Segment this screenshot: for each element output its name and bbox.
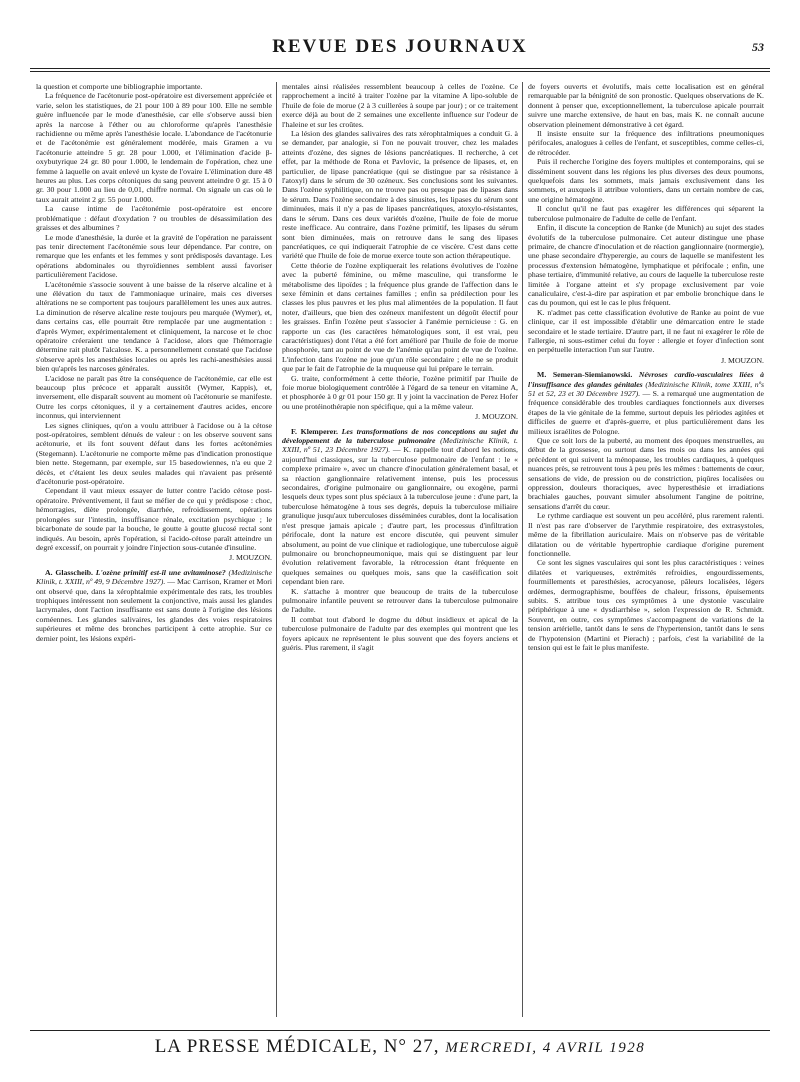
text-column-1 bbox=[36, 82, 272, 1017]
article-source: (Medizinische Klinik, t. XXIII, nº 49, 9 Décembre 1927). bbox=[36, 567, 272, 587]
author-signature: J. MOUZON. bbox=[721, 355, 764, 365]
paragraph: de foyers ouverts et évolutifs, mais cette localisation est en général remarquable par la bénignité de son pronostic. Quelques observations de K. donnent à penser que, exceptionnellement, la tuberculose apicale pourrait suivre une marche extensive, de haut en bas, mais K. ne connaît aucune observation pleinement démonstrative à cet égard. bbox=[528, 82, 764, 129]
article-body: — S. a remarqué une augmentation de fréquence considérable des troubles cardiaques fonctionnels aux diverses étapes de la vie génitale de la femme, surtout depuis les périodes agitées et difficiles de guerre et d'après-guerre, et plus particulièrement dans les milieux israélites de Pologne. bbox=[528, 389, 764, 436]
paragraph: la question et comporte une bibliographie importante. bbox=[36, 82, 203, 91]
journal-section-title: REVUE DES JOURNAUX bbox=[272, 36, 528, 57]
paragraph: Le rythme cardiaque est souvent un peu accéléré, plus rarement ralenti. Il n'est pas rare d'observer de l'arythmie respiratoire, des extrasystoles, même de la fibrillation auriculaire. Mais on n'observe pas de véritable dilatation ou de véritable hypertrophie cardiaque d'origine purement fonctionnelle. bbox=[528, 511, 764, 558]
page-number: 53 bbox=[752, 40, 764, 54]
article-source: (Medizinische Klinik, t. XXIII, nº 51, 23 Décembre 1927). bbox=[282, 436, 518, 455]
paragraph: Cependant il vaut mieux essayer de lutter contre l'acido cétose post-opératoire. Préventivement, il faut se méfier de ce qui y prédispose : choc, hémorragies, diète prolongée, diarrhée, refroidissement, opérations prolongées sur l'intestin, insuffisance rénale, excitation psychique ; le bicarbonate de soude par la bouche, le goutte à goutte glucosé rectal sont indiqués. Au besoin, après l'opération, si l'acido-cétose paraît atteindre un degré excessif, on pourrait y joindre l'injection sous-cutanée d'insuline. bbox=[36, 486, 272, 552]
paragraph: Cette théorie de l'ozène expliquerait les relations évolutives de l'ozène avec la puberté féminine, ou même masculine, qui transforme le métabolisme des lipoïdes ; la fréquence plus grande de l'affection dans le sexe féminin et dans certaines familles ; enfin sa prédilection pour les classes les plus pauvres et les plus mal alimentées de la population. Il faut noter, d'ailleurs, que bien des ozéneux manifestent un dégoût électif pour les graisses. Enfin l'ozène peut s'associer à l'anémie pernicieuse : G. en rapporte un cas (les caractères hématologiques sont, il est vrai, peu caractéristiques) dont l'état a été fort amélioré par l'huile de foie de morue phosphorée, tant au point de vue de l'anémie qu'au point de vue de l'ozène. L'infection dans l'ozène ne joue qu'un rôle secondaire ; elle ne se produit que par le fait de l'atrophie de la muqueuse qui lui prépare le terrain. bbox=[282, 260, 518, 374]
article-title: Les transformations de nos conceptions au sujet du développement de la tuberculose pulmonaire bbox=[282, 426, 518, 446]
text-column-2 bbox=[282, 82, 518, 1017]
author-signature: J. MOUZON. bbox=[475, 412, 518, 422]
paragraph: La fréquence de l'acétonurie post-opératoire est diversement appréciée et varie, selon les statistiques, de 21 pour 100 à 89 pour 100. Elle ne semble guère influencée par le mode d'anesthésie, car elle s'observe aussi bien après la narcose à l'éther ou au chloroforme qu'après l'anesthésie rachidienne ou même après l'anesthésie locale. L'abondance de l'acétonurie et de l'acétonémie est généralement modérée, mais Gramen a vu l'acétonurie atteindre 5 gr. 28 pour 1.000, et l'élimination d'acide β-oxybutyrique 24 gr. 80 pour 1.000, le lendemain de l'opération, chez une femme à laquelle on avait enlevé un kyste de l'ovaire L'élimination dure 48 heures au plus. Les corps cétoniques du sang peuvent atteindre 0 gr. 15 à 0 gr. 30 pour 1.000 au lieu de 0,01, chiffre normal. On signale un cas où le taux aurait atteint 2 gr. 55 pour 1.000. bbox=[36, 91, 272, 204]
paragraph: K. s'attache à montrer que beaucoup de traits de la tuberculose pulmonaire infantile peuvent se retrouver dans la tuberculose pulmonaire de l'adulte. bbox=[282, 586, 518, 615]
header-rule-bottom bbox=[30, 71, 770, 72]
column-divider-1 bbox=[276, 82, 277, 1017]
paragraph: K. n'admet pas cette classification évolutive de Ranke au point de vue clinique, car il est impossible d'établir une démarcation entre le stade secondaire et le stade tertiaire. D'autre part, il ne faut ni exagérer le rôle de l'allergie, ni sous-estimer celui du foyer : allergie et foyer d'infection sont en perpétuelle interaction l'un sur l'autre. bbox=[528, 307, 764, 355]
text-column-3 bbox=[528, 82, 764, 1017]
paragraph: mentales ainsi réalisées ressemblent beaucoup à celles de l'ozène. Ce rapprochement a incité à traiter l'ozène par la vitamine A lipo-soluble de l'huile de foie de morue (2 à 3 cuillerées à soupe par jour) ; or ce traitement exerce déjà au bout de 2 semaines une excellente influence sur l'odeur de l'haleine et sur les croûtes. bbox=[282, 82, 518, 129]
journal-name-issue: LA PRESSE MÉDICALE, N° 27, bbox=[154, 1036, 440, 1057]
article-title: L'ozène primitif est-il une avitaminose? bbox=[95, 567, 226, 577]
footer-masthead bbox=[30, 1036, 770, 1058]
paragraph: Il insiste ensuite sur la fréquence des infiltrations pneumoniques périfocales, analogues à celles de l'enfant, et susceptibles, comme celles-ci, de rétrocéder. bbox=[528, 129, 764, 157]
article-author: A. Glasscheib. bbox=[45, 567, 93, 577]
paragraph: Il conclut qu'il ne faut pas exagérer les différences qui séparent la tuberculose pulmonaire de l'adulte de celle de l'enfant. bbox=[528, 204, 764, 223]
column-divider-2 bbox=[522, 82, 523, 1017]
article-source: (Medizinische Klinik, tome XXIII, nºs 51 et 52, 23 et 30 Décembre 1927). bbox=[528, 379, 764, 398]
article-body: — Mac Carrison, Kramer et Mori ont observé que, dans la xérophtalmie expérimentale des rats, les troubles trophiques intéressent non seulement la conjonctive, mais aussi les glandes lacrymales, dont l'action insuffisante est sans doute à l'origine des lésions cornéennes. Les glandes salivaires, les glandes des voies respiratoires supérieures et même des bronches participent à cette atrophie. Sur ce dernier point, les lésions expéri- bbox=[36, 577, 272, 643]
paragraph: Le mode d'anesthésie, la durée et la gravité de l'opération ne paraissent pas tenir directement l'acétonémie sous leur dépendance. Par contre, on remarque que les enfants et les femmes y sont prédisposés davantage. Les opérations abdominales ou thyroïdiennes semblent aussi favoriser particulièrement l'acidose. bbox=[36, 232, 272, 280]
article-title: Névroses cardio-vasculaires liées à l'insuffisance des glandes génitales bbox=[528, 370, 764, 389]
paragraph: L'acétonémie s'associe souvent à une baisse de la réserve alcaline et à une élévation du taux de l'ammoniaque urinaire, mais ces diverses altérations ne se comportent pas toujours parallèlement les unes aux autres. La diminution de réserve alcaline reste toujours peu marquée (Wymer), et, dans certains cas, elle pourrait être remplacée par une augmentation : d'après Wymer, expérimentalement et cliniquement, la narcose et le choc opératoire créeraient une tendance à l'acidose, alors que l'hémorragie détermine rait plutôt l'alcalose. K. a personnellement constaté que l'acidose s'observe après les anesthésies locales ou après les rachi-anesthésies aussi bien qu'après les narcoses générales. bbox=[36, 279, 272, 374]
paragraph: Il combat tout d'abord le dogme du début insidieux et apical de la tuberculose pulmonaire de l'adulte par des exemples qui montrent que les foyers apicaux ne représentent le plus souvent que des foyers anciens et guéris. Plus rarement, il s'agit bbox=[282, 614, 518, 652]
paragraph: G. traite, conformément à cette théorie, l'ozène primitif par l'huile de foie morue biologiquement contrôlée à l'égard de sa teneur en vitamine A, et phosphorée à 0 gr 01 pour 150 gr. Il y joint la vaccination de Perez Hofer ou une protéinothérapie non spécifique, qui a la même valeur. bbox=[282, 373, 518, 411]
paragraph: Ce sont les signes vasculaires qui sont les plus caractéristiques : veines dilatées et variqueuses, extrémités refroidies, engourdissements, fourmillements et paresthésies, acrocyanose, pâleurs localisées, légers œdèmes, dermographisme, bouffées de chaleur, frissons, épuisements subits. S. attribue tous ces symptômes à une dystonie vasculaire périphérique à une « dysdiarrhèse », selon l'expression de R. Schmidt. Souvent, en outre, ces symptômes s'accompagnent de variations de la tension artérielle, tantôt dans le sens de l'hypertension, tantôt dans le sens de l'hypotension (Martini et Pierach) ; parfois, c'est la variabilité de la tension qui est le fait le plus manifeste. bbox=[528, 558, 764, 652]
paragraph: La cause intime de l'acétonémie post-opératoire est encore problématique : défaut d'oxydation ? ou troubles de désassimilation des graisses et des albumines ? bbox=[36, 204, 272, 233]
paragraph: Les signes cliniques, qu'on a voulu attribuer à l'acidose ou à la cétose post-opératoires, semblent dénués de valeur : on les observe souvent sans acétonurie, et ils font souvent défaut dans les fortes acétonémies (Stegemann). L'acétonurie ne comporte même pas d'indication pronostique bien nette. Stegemann, par exemple, sur 15 basedowiennes, n'a eu que 2 décès, et c'étaient les deux seules malades qui n'avaient pas présenté d'acétonurie post-opératoire. bbox=[36, 420, 272, 487]
article-author: F. Klemperer. bbox=[291, 426, 338, 436]
journal-footer bbox=[30, 1030, 770, 1064]
paragraph: La lésion des glandes salivaires des rats xérophtalmiques a conduit G. à se demander, par analogie, si l'on ne pouvait trouver, chez les malades atteints d'ozène, des signes de lésions pancréatiques. Il recherche, à cet effet, par la méthode de Rona et Pavlovic, la présence de lipases, et, en particulier, de lipase pancréatique (qui se distingue par sa résistance à l'atoxyl) dans le sérum de 30 ozéneux. Ses conclusions sont les suivantes. Dans l'ozène syphilitique, on ne trouve pas ou presque pas de lipases dans le sérum. Dans l'ozène secondaire à des sinusites, les lipases du sérum sont diminuées, mais il n'y a pas de lipases pancréatiques, atoxylo-résistantes, dans le sérum. Dans ces deux variétés d'ozène, l'huile de foie de morue reste inefficace. Au contraire, dans l'ozène primitif, les lipases du sérum sont bien diminuées, mais on retrouve dans le sang des lipases pancréatiques, ce qui indiquerait l'atrophie de ce viscère. C'est dans cette variété que l'huile de foie de morue exerce toute son action thérapeutique. bbox=[282, 129, 518, 261]
paragraph: Puis il recherche l'origine des foyers multiples et contemporains, qui se disséminent souvent dans les régions les plus diverses des deux poumons, quelquefois dans les sommets, mais jamais exclusivement dans les sommets, et auxquels il attribue volontiers, dans un certain nombre de cas, une origine hématogène. bbox=[528, 157, 764, 204]
article-body: — K. rappelle tout d'abord les notions, aujourd'hui classiques, sur la tuberculose pulmonaire de l'enfant : le « complexe primaire », avec un chancre d'inoculation généralement basal, et sa réaction ganglionnaire relativement intense, puis les processus secondaires, d'origine pulmonaire ou ganglionnaire, ou exogène, parmi lesquels deux types sont plus spéciaux à la tuberculose jeune : d'une part, la tuberculose hématogène à tous ses degrés, depuis la tuberculose miliaire granulique jusqu'aux tuberculoses disséminées curables, dont la localisation n'est presque jamais apicale ; d'autre part, les processus d'infiltration périfocale, dont la nature est encore discutée, qui peuvent simuler absolument, au point de vue clinique et radiologique, une tuberculose aiguë pulmonaire ou bronchopneumonique, mais qui se distinguent par leur évolution relativement favorable, la rétrocession étant fréquente en quelques semaines ou quelques mois, sans que la caséification soit cependant bien rare. bbox=[282, 445, 518, 587]
author-signature: J. MOUZON. bbox=[229, 553, 272, 563]
issue-date: MERCREDI, 4 AVRIL 1928 bbox=[445, 1040, 646, 1056]
article-author: M. Semeran-Siemianowski. bbox=[537, 370, 633, 380]
article-abstract bbox=[528, 370, 764, 436]
article-abstract bbox=[36, 568, 272, 643]
running-header bbox=[30, 36, 770, 64]
paragraph: L'acidose ne paraît pas être la conséquence de l'acétonémie, car elle est beaucoup plus précoce et apparaît aussitôt (Wymer, Kappis), et, inversement, elle disparaît souvent au moment où l'acétonurie se manifeste. Outre les corps cétoniques, il y a certainement d'autres acides, encore inconnus, qui interviennent bbox=[36, 373, 272, 421]
footer-rule bbox=[30, 1030, 770, 1031]
paragraph: Enfin, il discute la conception de Ranke (de Munich) au sujet des stades évolutifs de la tuberculose pulmonaire. Cet auteur distingue une phase primaire, de chancre d'inoculation et de réaction ganglionnaire (normergie), une phase secondaire d'hyperergie, au cours de laquelle se manifestent les processus d'extension hématogène, lymphatique et périfocale ; enfin, une phase tertiaire, d'immunité relative, au cours de laquelle la tuberculose reste limitée à l'organe atteint et s'y propage exclusivement par voie canaliculaire, c'est-à-dire par aspiration et par embolie bronchique dans le cas du poumon, qui est le cas le plus fréquent. bbox=[528, 223, 764, 308]
article-abstract bbox=[282, 427, 518, 587]
header-rule-top bbox=[30, 68, 770, 69]
paragraph: Que ce soit lors de la puberté, au moment des époques menstruelles, au début de la grossesse, ou surtout dans les mois ou dans les années qui précèdent et qui suivent la ménopause, les troubles cardiaques, à quelques nuances près, se retrouvent tous à peu près les mêmes : battements de cœur, sensations de vide, de pression ou de constriction, piqûres localisées ou oppression, douleurs thoraciques, avec hyperesthésie et irradiations brachiales gauches, pouvant simuler absolument l'angine de poitrine, sensations d'arrêt du cœur. bbox=[528, 436, 764, 511]
